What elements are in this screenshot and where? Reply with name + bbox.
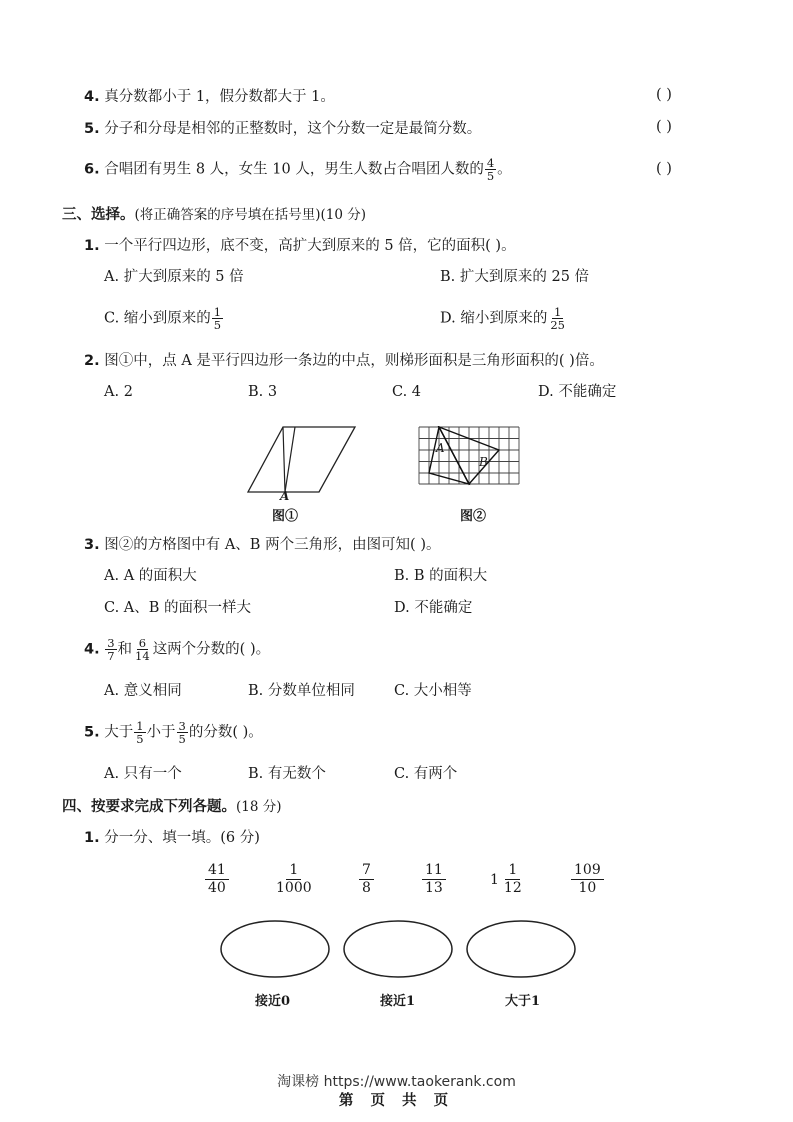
fraction-item[interactable]: $\frac{11}{13}$ bbox=[421, 862, 447, 897]
section4-q1 bbox=[84, 828, 260, 848]
option-c[interactable]: C. 缩小到原来的 $\frac{1}{5}$ bbox=[104, 305, 222, 332]
judge-q5 bbox=[84, 119, 481, 139]
question-text: 真分数都小于 1，假分数都大于 1。 bbox=[104, 89, 335, 105]
question-number: 2. bbox=[84, 353, 100, 369]
choice-q3 bbox=[84, 535, 441, 555]
answer-parens[interactable]: ( ) bbox=[656, 161, 672, 177]
section-note: (将正确答案的序号填在括号里)(10 分) bbox=[134, 207, 367, 223]
fraction-item[interactable]: $\frac{109}{10}$ bbox=[570, 862, 605, 897]
question-number: 5. bbox=[84, 724, 100, 741]
question-number: 1. bbox=[84, 830, 100, 846]
section-4-heading bbox=[62, 797, 282, 817]
fraction-item[interactable]: 1 $\frac{1}{12}$ bbox=[490, 862, 522, 896]
answer-parens[interactable]: ( ) bbox=[656, 119, 672, 135]
fraction: $\frac{6}{14}$ bbox=[135, 636, 150, 663]
question-number: 5. bbox=[84, 121, 100, 137]
answer-parens[interactable]: ( ) bbox=[656, 87, 672, 103]
option-c[interactable]: C. 大小相等 bbox=[394, 683, 472, 699]
option-c[interactable]: C. 有两个 bbox=[394, 766, 458, 782]
section-note: (18 分) bbox=[236, 799, 282, 815]
parallelogram-shape bbox=[248, 427, 355, 492]
fraction: $\frac{3}{5}$ bbox=[178, 719, 186, 746]
ellipse-label: 接近0 bbox=[255, 994, 291, 1009]
figure-1-parallelogram bbox=[240, 422, 365, 502]
judge-q6: 6. 合唱团有男生 8 人，女生 10 人，男生人数占合唱团人数的 $\frac{4}{5}$ 。 bbox=[84, 156, 512, 183]
grid-lines bbox=[419, 427, 519, 484]
question-number: 4. bbox=[84, 89, 100, 105]
option-d[interactable]: D. 不能确定 bbox=[538, 384, 617, 400]
page-number: 第 页 共 页 bbox=[338, 1092, 455, 1109]
question-number: 1. bbox=[84, 238, 100, 254]
fraction: $\frac{1}{5}$ bbox=[213, 305, 222, 332]
question-text: 合唱团有男生 8 人，女生 10 人，男生人数占合唱团人数的 bbox=[104, 161, 484, 178]
choice-q1 bbox=[84, 236, 516, 256]
question-text: 分子和分母是相邻的正整数时，这个分数一定是最简分数。 bbox=[104, 121, 482, 137]
segment-from-a bbox=[285, 427, 295, 492]
option-a[interactable]: A. 扩大到原来的 5 倍 bbox=[104, 269, 244, 285]
point-a-label: A bbox=[280, 489, 290, 503]
option-b[interactable]: B. 扩大到原来的 25 倍 bbox=[440, 269, 590, 285]
ellipse-label: 大于1 bbox=[505, 994, 541, 1009]
judge-q4 bbox=[84, 87, 335, 107]
question-text: 图②的方格图中有 A、B 两个三角形，由图可知( )。 bbox=[104, 537, 441, 553]
sorting-ellipses bbox=[218, 918, 582, 980]
question-number: 6. bbox=[84, 161, 100, 178]
option-a[interactable]: A. A 的面积大 bbox=[104, 568, 197, 584]
question-text: 这两个分数的( )。 bbox=[152, 641, 271, 658]
figure-1-label: 图① bbox=[272, 509, 299, 524]
fraction: $\frac{4}{5}$ bbox=[486, 156, 495, 183]
section-title: 四、按要求完成下列各题。 bbox=[62, 798, 236, 815]
choice-q5: 5. 大于 $\frac{1}{5}$ 小于 $\frac{3}{5}$ 的分数( )。 bbox=[84, 719, 263, 746]
fraction-item[interactable]: $\frac{41}{40}$ bbox=[204, 862, 230, 897]
question-text: 的分数( )。 bbox=[188, 724, 263, 741]
ellipse-near-one[interactable] bbox=[344, 921, 452, 977]
choice-q2 bbox=[84, 351, 604, 371]
option-a[interactable]: A. 2 bbox=[104, 384, 133, 400]
fraction: $\frac{1}{25}$ bbox=[550, 305, 565, 332]
fraction-item[interactable]: $\frac{7}{8}$ bbox=[358, 862, 375, 897]
option-b[interactable]: B. 有无数个 bbox=[248, 766, 326, 782]
ellipse-near-zero[interactable] bbox=[221, 921, 329, 977]
figure-2-label: 图② bbox=[460, 509, 487, 524]
question-text: 图①中，点 A 是平行四边形一条边的中点，则梯形面积是三角形面积的( )倍。 bbox=[104, 353, 604, 369]
option-b[interactable]: B. B 的面积大 bbox=[394, 568, 488, 584]
option-a[interactable]: A. 意义相同 bbox=[104, 683, 182, 699]
option-c[interactable]: C. 4 bbox=[392, 384, 422, 400]
fraction: $\frac{1}{5}$ bbox=[136, 719, 144, 746]
question-number: 3. bbox=[84, 537, 100, 553]
triangle-b-label: B bbox=[479, 455, 488, 469]
footer-watermark: 淘课榜 https://www.taokerank.com bbox=[277, 1074, 516, 1090]
fraction-item[interactable]: $\frac{1}{1000}$ bbox=[276, 862, 312, 896]
question-text: 一个平行四边形，底不变，高扩大到原来的 5 倍，它的面积( )。 bbox=[104, 238, 516, 254]
ellipse-greater-than-one[interactable] bbox=[467, 921, 575, 977]
option-b[interactable]: B. 分数单位相同 bbox=[248, 683, 355, 699]
option-d[interactable]: D. 不能确定 bbox=[394, 600, 473, 616]
question-number: 4. bbox=[84, 641, 100, 658]
option-c[interactable]: C. A、B 的面积一样大 bbox=[104, 600, 252, 616]
ellipse-label: 接近1 bbox=[380, 994, 416, 1009]
option-a[interactable]: A. 只有一个 bbox=[104, 766, 182, 782]
fraction: $\frac{3}{7}$ bbox=[107, 636, 115, 663]
option-b[interactable]: B. 3 bbox=[248, 384, 278, 400]
option-d[interactable]: D. 缩小到原来的 $\frac{1}{25}$ bbox=[440, 305, 565, 332]
segment-to-a bbox=[283, 427, 285, 492]
figure-2-grid bbox=[418, 426, 524, 486]
choice-q4: 4. $\frac{3}{7}$ 和 $\frac{6}{14}$ 这两个分数的( )。 bbox=[84, 636, 271, 663]
section-title: 三、选择。 bbox=[62, 206, 135, 223]
question-text: 分一分、填一填。(6 分) bbox=[104, 830, 260, 846]
triangle-a-label: A bbox=[436, 441, 445, 455]
section-3-heading bbox=[62, 205, 366, 225]
